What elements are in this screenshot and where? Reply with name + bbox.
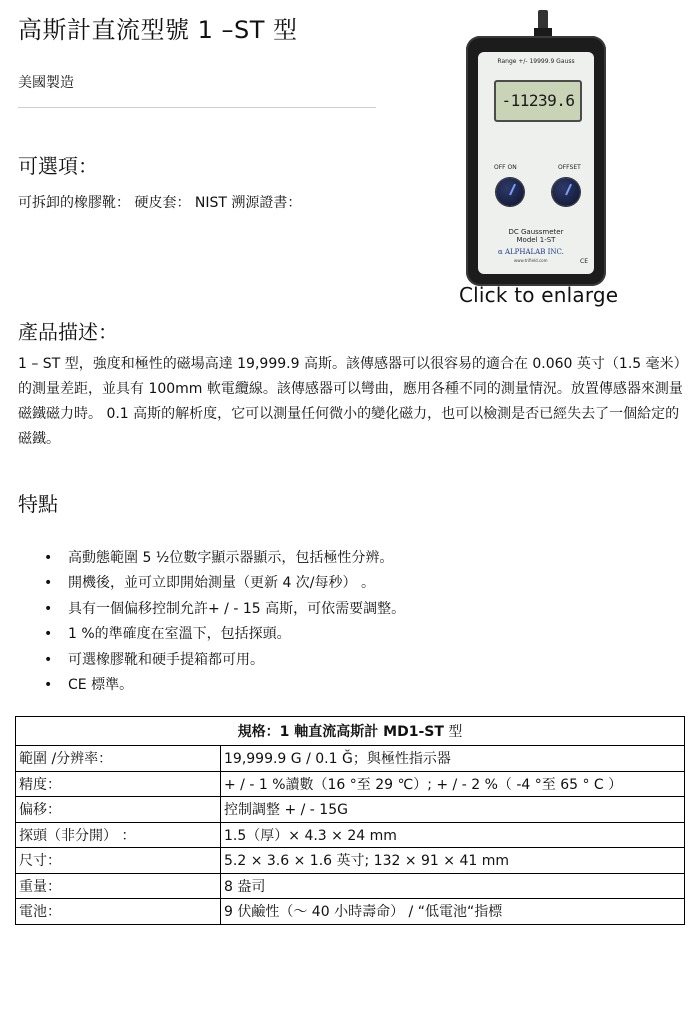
page-title: 高斯計直流型號 1 –ST 型	[18, 16, 298, 44]
range-label: Range +/- 19999.9 Gauss	[497, 58, 575, 65]
spec-value: 19,999.9 G / 0.1 Ğ；與極性指示器	[221, 746, 685, 772]
list-item: • 可選橡膠靴和硬手提箱都可用。	[44, 648, 405, 673]
power-knob-icon	[496, 178, 524, 206]
table-row	[16, 771, 685, 797]
options-heading: 可選項：	[18, 154, 98, 178]
bullet-icon: •	[44, 550, 53, 566]
spec-key: 電池：	[16, 899, 221, 925]
spec-key: 重量：	[16, 873, 221, 899]
spec-value: 5.2 × 3.6 × 1.6 英寸; 132 × 91 × 41 mm	[221, 848, 685, 874]
bullet-icon: •	[44, 651, 53, 668]
specs-table	[15, 716, 685, 925]
description-text: 1 – ST 型，強度和極性的磁場高達 19,999.9 高斯。該傳感器可以很容易的適合在 0.060 英寸（1.5 毫米）的測量差距，並具有 100mm 軟電纜線。該傳感器可以彎曲，應用各種不同的測量情況。放置傳感器來測量磁鐵磁力時。 0.1 高斯的解析度，它可以測量任何微小的變化磁力，也可以檢測是否已經失去了一個給定的磁鐵。	[18, 356, 688, 447]
made-in-label: 美國製造	[18, 75, 74, 91]
table-row	[16, 746, 685, 772]
list-item: • 1 %的準確度在室溫下，包括探頭。	[44, 622, 405, 647]
spec-key: 範圍 /分辨率：	[16, 746, 221, 772]
divider	[18, 107, 376, 108]
bullet-icon: •	[44, 600, 53, 617]
table-row	[16, 822, 685, 848]
spec-value: 8 盎司	[221, 873, 685, 899]
website-label: www.trifield.com	[514, 258, 548, 263]
specs-title: 規格：1 軸直流高斯計 MD1-ST 型	[16, 717, 685, 746]
table-header-row	[16, 717, 685, 746]
list-item: • CE 標準。	[44, 673, 405, 698]
table-row	[16, 797, 685, 823]
spec-value: 控制調整 + / - 15G	[221, 797, 685, 823]
spec-key: 探頭（非分開） ：	[16, 822, 221, 848]
spec-key: 尺寸：	[16, 848, 221, 874]
ce-mark: CE	[580, 258, 588, 265]
brand-logo: α ALPHALAB INC.	[498, 248, 564, 256]
bullet-icon: •	[44, 626, 53, 643]
click-to-enlarge-link[interactable]: Click to enlarge	[459, 283, 619, 307]
spec-value: 1.5（厚）× 4.3 × 24 mm	[221, 822, 685, 848]
bullet-icon: •	[44, 575, 53, 592]
options-text: 可拆卸的橡膠靴： 硬皮套： NIST 溯源證書：	[18, 195, 302, 211]
description-heading: 產品描述：	[18, 320, 118, 344]
offset-label: OFFSET	[558, 164, 581, 171]
list-item: • 開機後，並可立即開始測量（更新 4 次/每秒） 。	[44, 571, 405, 596]
features-list	[44, 546, 405, 698]
spec-key: 偏移：	[16, 797, 221, 823]
table-row	[16, 899, 685, 925]
device-body	[466, 36, 606, 286]
device-face	[478, 52, 594, 274]
model-label: DC Gaussmeter Model 1-ST	[508, 228, 564, 244]
features-heading: 特點	[18, 492, 58, 516]
spec-key: 精度：	[16, 771, 221, 797]
spec-value: 9 伏鹼性（～ 40 小時壽命） / “低電池“指標	[221, 899, 685, 925]
bullet-icon: •	[44, 676, 53, 693]
list-item: • 具有一個偏移控制允許+ / - 15 高斯，可依需要調整。	[44, 597, 405, 622]
lcd-display: -11239.6	[494, 80, 582, 122]
spec-value: + / - 1 %讀數（16 °至 29 ℃）; + / - 2 %（ -4 °至 65 ° C ）	[221, 771, 685, 797]
table-row	[16, 873, 685, 899]
table-row	[16, 848, 685, 874]
off-on-label: OFF ON	[494, 164, 517, 171]
offset-knob-icon	[552, 178, 580, 206]
gaussmeter-image[interactable]	[466, 10, 606, 286]
list-item: • 高動態範圍 5 ½位數字顯示器顯示，包括極性分辨。	[44, 546, 405, 571]
